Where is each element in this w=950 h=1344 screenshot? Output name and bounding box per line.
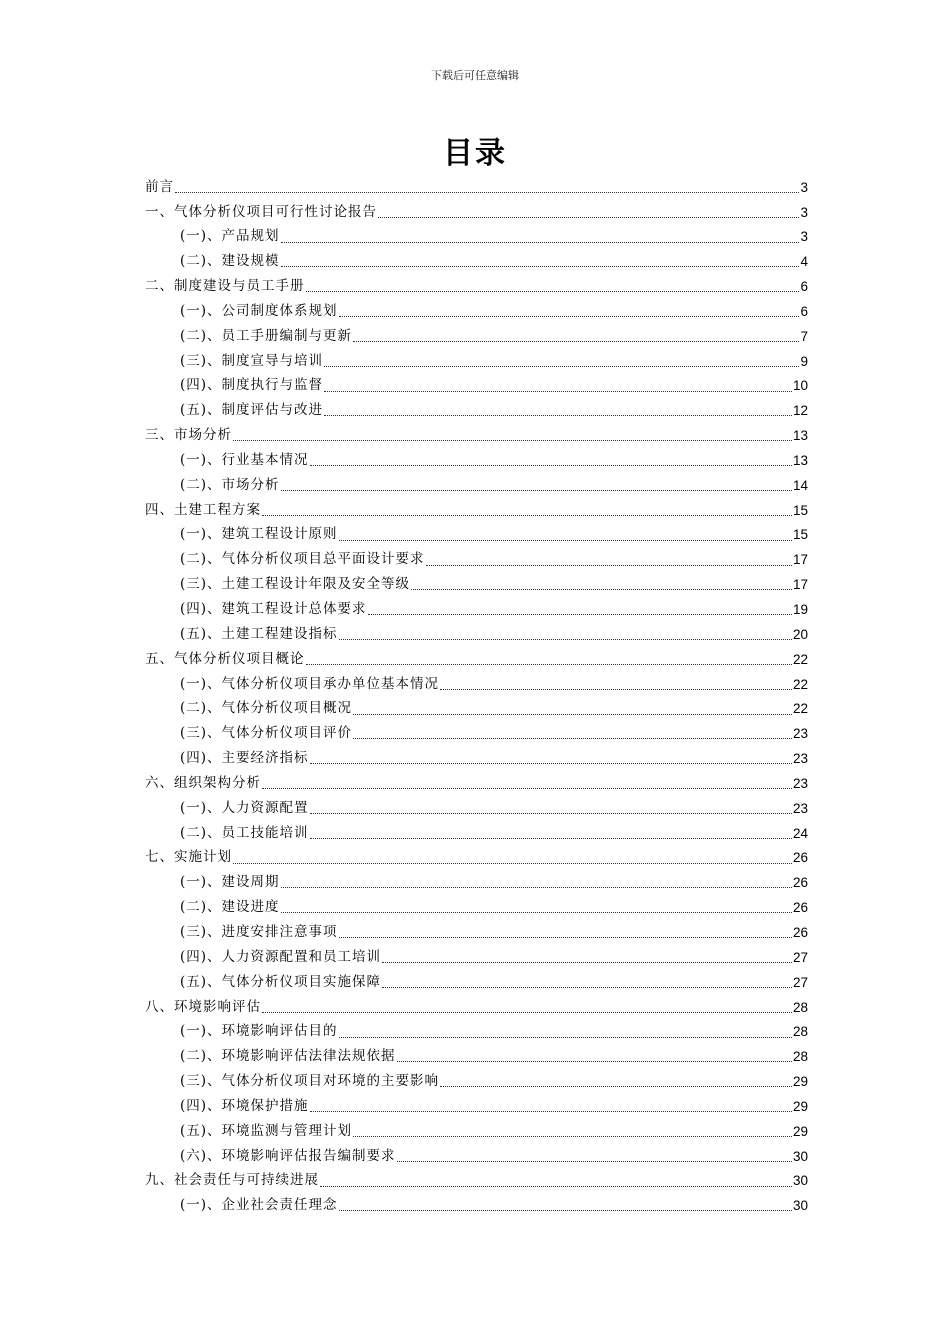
toc-entry-label: (二)、环境影响评估法律法规依据: [180, 1048, 396, 1065]
toc-leader-dots: [262, 1011, 792, 1013]
toc-entry-page-number: 27: [792, 974, 808, 990]
toc-entry-label: 三、市场分析: [145, 427, 232, 444]
toc-entry-page-number: 13: [792, 452, 808, 468]
toc-entry[interactable]: [145, 225, 808, 250]
toc-entry-page-number: 23: [792, 800, 808, 816]
toc-entry[interactable]: [145, 697, 808, 722]
toc-entry-page-number: 3: [800, 179, 808, 195]
toc-entry-page-number: 23: [792, 751, 808, 767]
toc-leader-dots: [353, 737, 792, 739]
toc-entry-label: (四)、制度执行与监督: [180, 377, 324, 394]
toc-entry[interactable]: [145, 423, 808, 448]
toc-entry-label: 二、制度建设与员工手册: [145, 278, 305, 295]
toc-leader-dots: [339, 936, 792, 938]
toc-leader-dots: [233, 862, 792, 864]
toc-entry-label: (二)、建设进度: [180, 899, 280, 916]
toc-entry-label: 五、气体分析仪项目概论: [145, 650, 305, 667]
toc-entry-page-number: 29: [792, 1074, 808, 1090]
toc-leader-dots: [339, 315, 800, 317]
toc-entry[interactable]: [145, 548, 808, 573]
toc-entry-label: 前言: [145, 178, 174, 195]
toc-entry-page-number: 13: [792, 428, 808, 444]
toc-entry[interactable]: [145, 374, 808, 399]
toc-leader-dots: [306, 663, 792, 665]
toc-entry-page-number: 27: [792, 949, 808, 965]
toc-leader-dots: [339, 539, 792, 541]
toc-entry-page-number: 30: [792, 1173, 808, 1189]
toc-entry[interactable]: [145, 920, 808, 945]
toc-leader-dots: [324, 414, 792, 416]
toc-entry[interactable]: [145, 871, 808, 896]
toc-entry-page-number: 22: [792, 651, 808, 667]
toc-entry[interactable]: [145, 1169, 808, 1194]
toc-entry-label: (五)、土建工程建设指标: [180, 625, 338, 642]
toc-entry-label: (一)、公司制度体系规划: [180, 302, 338, 319]
toc-entry-label: (三)、制度宣导与培训: [180, 352, 324, 369]
toc-entry-label: (四)、人力资源配置和员工培训: [180, 948, 382, 965]
toc-entry-page-number: 30: [792, 1148, 808, 1164]
toc-leader-dots: [320, 1185, 792, 1187]
toc-entry-page-number: 6: [800, 279, 808, 295]
toc-leader-dots: [339, 1036, 792, 1038]
toc-leader-dots: [281, 241, 800, 243]
toc-leader-dots: [262, 787, 792, 789]
toc-entry-label: (三)、气体分析仪项目评价: [180, 725, 353, 742]
toc-entry[interactable]: [145, 771, 808, 796]
toc-leader-dots: [175, 191, 799, 193]
toc-entry[interactable]: [145, 175, 808, 200]
page-title: 目录: [443, 136, 507, 171]
toc-entry-label: (四)、建筑工程设计总体要求: [180, 601, 367, 618]
toc-entry-page-number: 29: [792, 1123, 808, 1139]
toc-leader-dots: [310, 837, 792, 839]
toc-entry[interactable]: [145, 274, 808, 299]
toc-entry-label: (三)、气体分析仪项目对环境的主要影响: [180, 1073, 440, 1090]
toc-entry[interactable]: [145, 399, 808, 424]
toc-leader-dots: [397, 1160, 792, 1162]
toc-entry-label: (五)、环境监测与管理计划: [180, 1122, 353, 1139]
toc-entry-label: 六、组织架构分析: [145, 774, 261, 791]
toc-entry[interactable]: [145, 473, 808, 498]
toc-entry[interactable]: [145, 1069, 808, 1094]
toc-entry-label: (六)、环境影响评估报告编制要求: [180, 1147, 396, 1164]
toc-entry-label: (五)、制度评估与改进: [180, 402, 324, 419]
toc-entry-label: (三)、进度安排注意事项: [180, 923, 338, 940]
toc-entry[interactable]: [145, 1144, 808, 1169]
toc-entry-page-number: 20: [792, 626, 808, 642]
toc-entry-label: (一)、行业基本情况: [180, 451, 309, 468]
toc-leader-dots: [426, 564, 792, 566]
toc-entry[interactable]: [145, 821, 808, 846]
toc-entry[interactable]: [145, 523, 808, 548]
toc-entry-page-number: 14: [792, 477, 808, 493]
toc-entry[interactable]: [145, 1045, 808, 1070]
toc-entry-label: (一)、气体分析仪项目承办单位基本情况: [180, 675, 440, 692]
toc-entry-page-number: 28: [792, 999, 808, 1015]
toc-entry-label: (二)、员工手册编制与更新: [180, 327, 353, 344]
toc-entry-label: 七、实施计划: [145, 849, 232, 866]
toc-entry-page-number: 19: [792, 602, 808, 618]
toc-entry-label: (二)、市场分析: [180, 476, 280, 493]
toc-leader-dots: [310, 762, 792, 764]
toc-entry[interactable]: [145, 1119, 808, 1144]
toc-entry-page-number: 22: [792, 701, 808, 717]
toc-leader-dots: [281, 265, 800, 267]
toc-entry-page-number: 9: [800, 353, 808, 369]
toc-entry[interactable]: [145, 995, 808, 1020]
toc-leader-dots: [411, 588, 792, 590]
toc-entry-label: (四)、环境保护措施: [180, 1097, 309, 1114]
toc-entry-label: (一)、人力资源配置: [180, 799, 309, 816]
toc-leader-dots: [262, 514, 792, 516]
toc-entry-page-number: 15: [792, 527, 808, 543]
toc-entry[interactable]: [145, 324, 808, 349]
toc-entry-label: (四)、主要经济指标: [180, 750, 309, 767]
toc-entry[interactable]: [145, 1020, 808, 1045]
toc-entry[interactable]: [145, 1094, 808, 1119]
toc-entry-page-number: 17: [792, 577, 808, 593]
toc-leader-dots: [353, 713, 792, 715]
toc-entry[interactable]: [145, 1194, 808, 1219]
toc-entry[interactable]: [145, 200, 808, 225]
toc-entry-label: (二)、员工技能培训: [180, 824, 309, 841]
toc-entry[interactable]: [145, 895, 808, 920]
toc-entry-label: 八、环境影响评估: [145, 998, 261, 1015]
toc-entry-label: (一)、建筑工程设计原则: [180, 526, 338, 543]
toc-entry[interactable]: [145, 250, 808, 275]
toc-entry[interactable]: [145, 846, 808, 871]
toc-leader-dots: [339, 1209, 792, 1211]
toc-entry[interactable]: [145, 498, 808, 523]
toc-entry-page-number: 26: [792, 850, 808, 866]
toc-leader-dots: [339, 638, 792, 640]
toc-entry[interactable]: [145, 349, 808, 374]
toc-entry-page-number: 12: [792, 403, 808, 419]
toc-entry-page-number: 30: [792, 1198, 808, 1214]
toc-entry-page-number: 22: [792, 676, 808, 692]
toc-entry-label: (一)、建设周期: [180, 874, 280, 891]
toc-entry-page-number: 28: [792, 1049, 808, 1065]
toc-entry-page-number: 26: [792, 924, 808, 940]
toc-entry[interactable]: [145, 573, 808, 598]
toc-entry[interactable]: [145, 622, 808, 647]
toc-leader-dots: [310, 464, 792, 466]
toc-leader-dots: [378, 216, 799, 218]
toc-entry-page-number: 26: [792, 900, 808, 916]
toc-leader-dots: [281, 886, 792, 888]
toc-entry[interactable]: [145, 722, 808, 747]
toc-entry-page-number: 26: [792, 875, 808, 891]
toc-leader-dots: [324, 365, 799, 367]
toc-leader-dots: [397, 1060, 792, 1062]
toc-entry[interactable]: [145, 597, 808, 622]
toc-entry-page-number: 24: [792, 825, 808, 841]
toc-entry[interactable]: [145, 796, 808, 821]
toc-leader-dots: [281, 489, 792, 491]
toc-leader-dots: [310, 812, 792, 814]
toc-entry-label: (一)、产品规划: [180, 228, 280, 245]
toc-entry-label: (一)、环境影响评估目的: [180, 1023, 338, 1040]
toc-entry-page-number: 29: [792, 1098, 808, 1114]
toc-leader-dots: [324, 390, 792, 392]
toc-leader-dots: [440, 1085, 792, 1087]
toc-entry-page-number: 7: [800, 328, 808, 344]
toc-leader-dots: [233, 439, 792, 441]
toc-leader-dots: [382, 961, 792, 963]
toc-entry[interactable]: [145, 746, 808, 771]
toc-entry-page-number: 3: [800, 229, 808, 245]
toc-entry-page-number: 4: [800, 254, 808, 270]
toc-entry-label: (五)、气体分析仪项目实施保障: [180, 973, 382, 990]
page-header: 下载后可任意编辑: [431, 69, 519, 82]
toc-leader-dots: [353, 340, 799, 342]
toc-leader-dots: [281, 911, 792, 913]
toc-entry-label: (三)、土建工程设计年限及安全等级: [180, 576, 411, 593]
toc-entry[interactable]: [145, 970, 808, 995]
toc-entry[interactable]: [145, 299, 808, 324]
toc-leader-dots: [382, 986, 792, 988]
toc-leader-dots: [368, 613, 792, 615]
toc-entry-page-number: 23: [792, 726, 808, 742]
toc-entry-label: (二)、气体分析仪项目总平面设计要求: [180, 551, 425, 568]
toc-entry-label: (二)、气体分析仪项目概况: [180, 700, 353, 717]
toc-entry-page-number: 15: [792, 502, 808, 518]
toc-entry[interactable]: [145, 448, 808, 473]
toc-leader-dots: [353, 1135, 792, 1137]
table-of-contents: [145, 175, 808, 1218]
toc-entry-label: 一、气体分析仪项目可行性讨论报告: [145, 203, 377, 220]
toc-leader-dots: [440, 688, 792, 690]
toc-entry[interactable]: [145, 945, 808, 970]
toc-entry[interactable]: [145, 647, 808, 672]
toc-entry-page-number: 28: [792, 1024, 808, 1040]
toc-leader-dots: [306, 290, 800, 292]
toc-entry[interactable]: [145, 672, 808, 697]
toc-entry-label: 四、土建工程方案: [145, 501, 261, 518]
toc-entry-label: 九、社会责任与可持续进展: [145, 1172, 319, 1189]
toc-entry-label: (二)、建设规模: [180, 253, 280, 270]
toc-entry-page-number: 17: [792, 552, 808, 568]
toc-entry-page-number: 6: [800, 303, 808, 319]
toc-entry-page-number: 23: [792, 775, 808, 791]
toc-leader-dots: [310, 1110, 792, 1112]
toc-entry-page-number: 3: [800, 204, 808, 220]
toc-entry-page-number: 10: [792, 378, 808, 394]
toc-entry-label: (一)、企业社会责任理念: [180, 1197, 338, 1214]
